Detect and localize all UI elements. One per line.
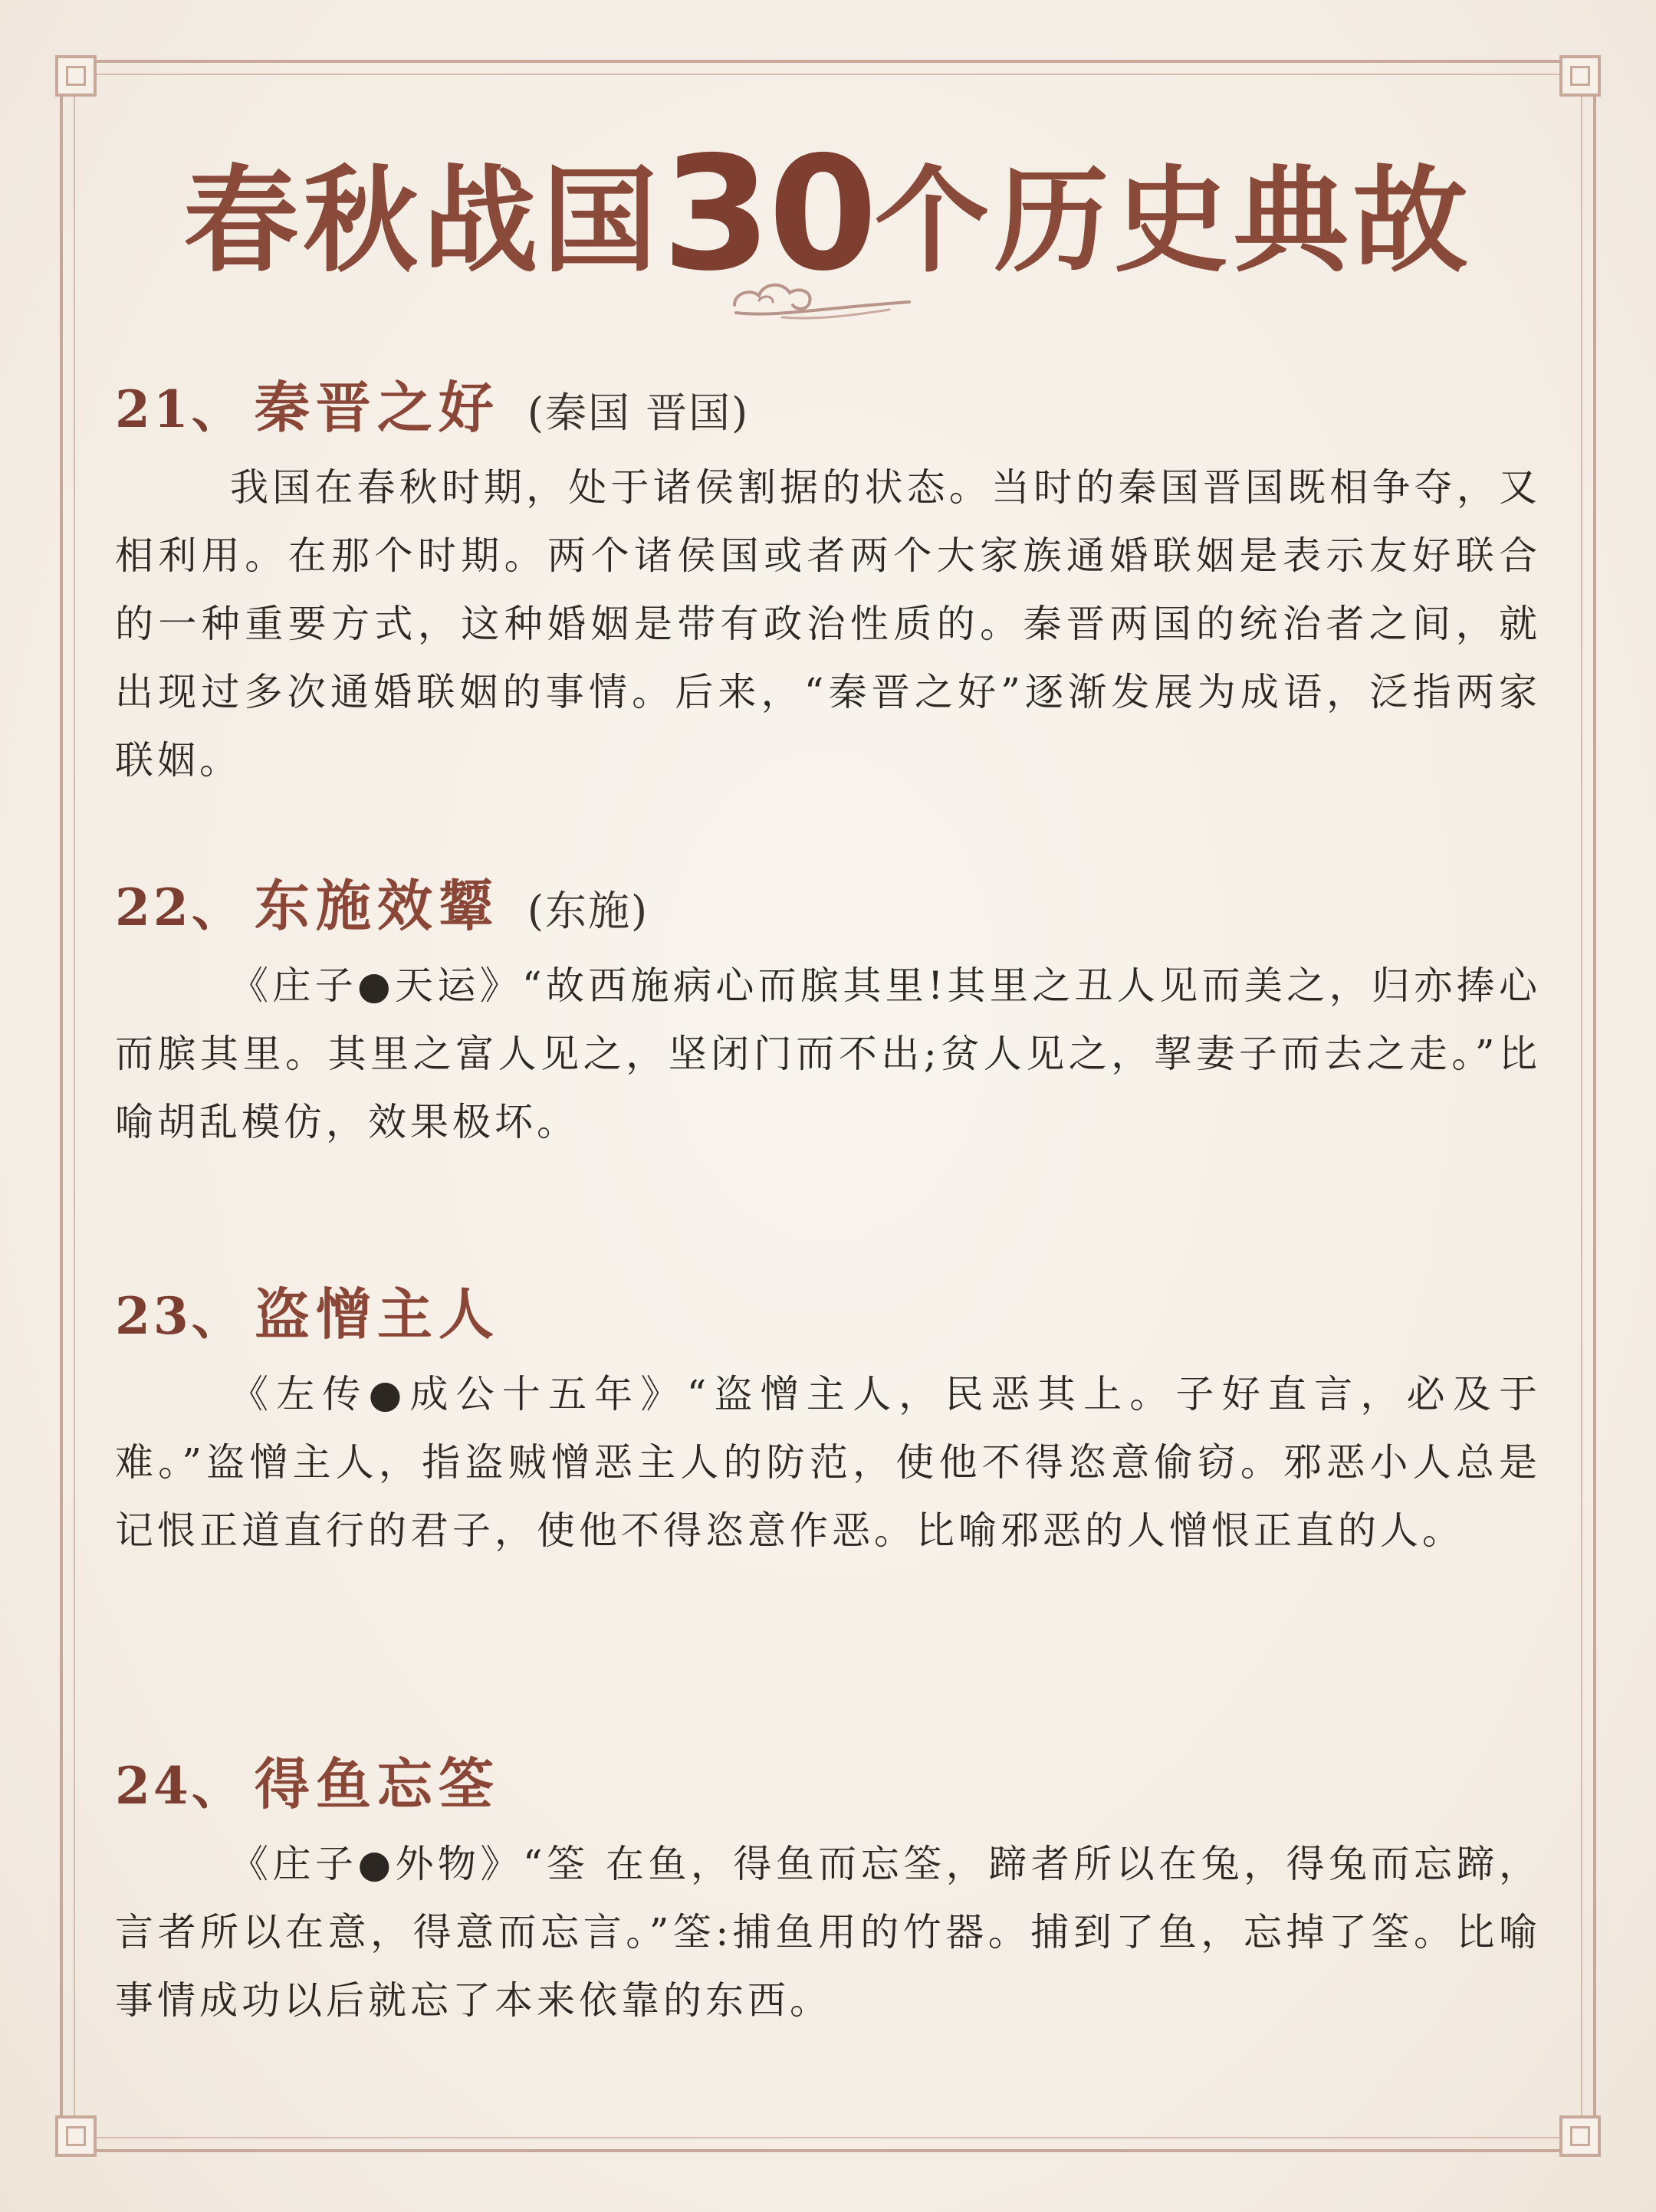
section-number: 21、 <box>115 379 245 439</box>
section-title: 得鱼忘筌 <box>254 1751 500 1817</box>
corner-ornament-top-right <box>1559 55 1601 97</box>
section-title: 盗憎主人 <box>254 1282 500 1347</box>
title-prefix: 春秋战国 <box>183 155 662 288</box>
corner-ornament-top-left <box>55 55 97 97</box>
title-number: 30 <box>662 123 875 306</box>
section-title: 秦晋之好 <box>254 375 500 440</box>
section-body: 《庄子●天运》“故西施病心而膑其里!其里之丑人见而美之，归亦捧心而膑其里。其里之富人见之，坚闭门而不出;贫人见之，挈妻子而去之走。”比喻胡乱模仿，效果极坏。 <box>115 963 1541 1144</box>
story-section-24 <box>115 1746 1541 2035</box>
section-heading <box>115 868 1541 944</box>
section-body: 《庄子●外物》“筌 在鱼，得鱼而忘筌，蹄者所以在兔，得兔而忘蹄，言者所以在意，得意而忘言。”筌:捕鱼用的竹器。捕到了鱼，忘掉了筌。比喻事情成功以后就忘了本来依靠的东西。 <box>115 1842 1541 2023</box>
page-title <box>0 123 1656 306</box>
section-title: 东施效颦 <box>254 873 500 938</box>
section-number: 23、 <box>115 1286 245 1346</box>
title-suffix: 个历史典故 <box>874 155 1473 288</box>
section-heading <box>115 1746 1541 1823</box>
section-body: 《左传●成公十五年》“盗憎主人，民恶其上。子好直言，必及于难。”盗憎主人，指盗贼憎恶主人的防范，使他不得恣意偷窃。邪恶小人总是记恨正道直行的君子，使他不得恣意作恶。比喻邪恶的人憎恨正直的人。 <box>115 1372 1541 1553</box>
story-section-21 <box>115 369 1541 795</box>
section-number: 22、 <box>115 878 245 937</box>
story-section-23 <box>115 1276 1541 1565</box>
section-number: 24、 <box>115 1756 245 1816</box>
section-subtitle: (东施) <box>527 887 649 935</box>
story-section-22 <box>115 868 1541 1157</box>
section-subtitle: (秦国 晋国) <box>527 389 750 437</box>
section-heading <box>115 369 1541 446</box>
corner-ornament-bottom-left <box>55 2115 97 2157</box>
corner-ornament-bottom-right <box>1559 2115 1601 2157</box>
section-body: 我国在春秋时期，处于诸侯割据的状态。当时的秦国晋国既相争夺，又相利用。在那个时期。两个诸侯国或者两个大家族通婚联姻是表示友好联合的一种重要方式，这种婚姻是带有政治性质的。秦晋两国的统治者之间，就出现过多次通婚联姻的事情。后来，“秦晋之好”逐渐发展为成语，泛指两家联姻。 <box>115 465 1541 783</box>
section-heading <box>115 1276 1541 1353</box>
cloud-ornament-icon <box>728 270 912 323</box>
